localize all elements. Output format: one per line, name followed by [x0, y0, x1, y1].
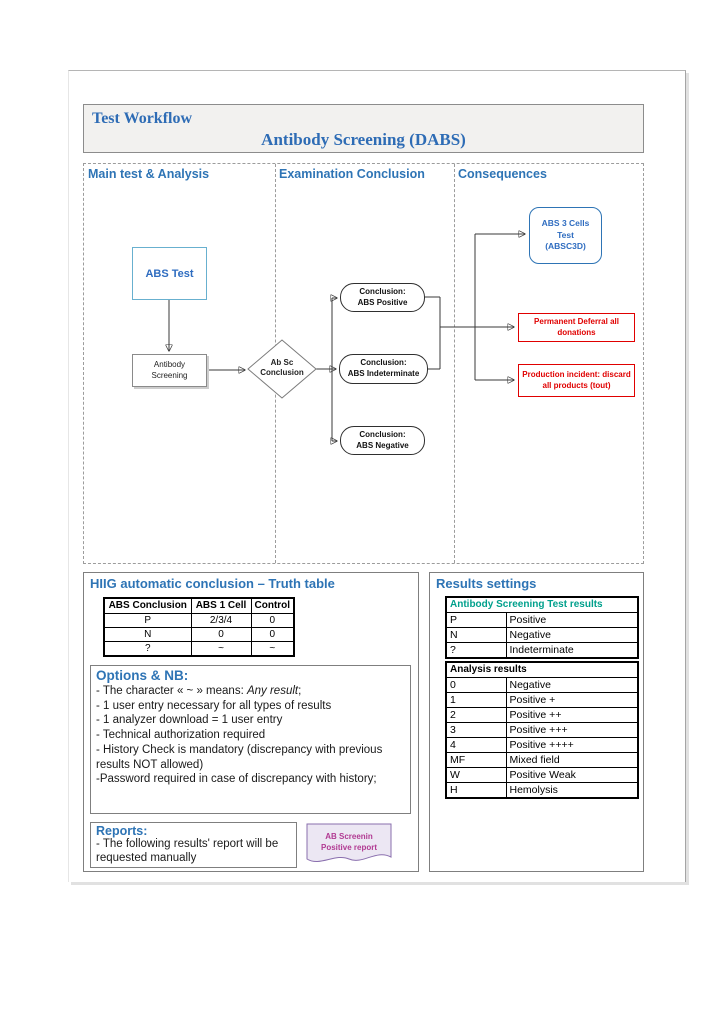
- analysis-results-table: [445, 661, 639, 799]
- truth-table-header-row: [104, 598, 294, 613]
- truth-header-abs-conclusion: ABS Conclusion: [104, 598, 191, 613]
- node-conclusion-negative: Conclusion: ABS Negative: [340, 426, 425, 455]
- options-nb-box: [90, 665, 411, 814]
- workflow-diagram: [83, 163, 644, 564]
- reports-box: [90, 822, 297, 868]
- column-header-exam-conclusion: Examination Conclusion: [279, 167, 425, 181]
- table-row: P Positive: [446, 612, 638, 627]
- node-abs-3-cells-test: ABS 3 Cells Test (ABSC3D): [529, 207, 602, 264]
- options-line: - 1 user entry necessary for all types of results: [96, 699, 332, 712]
- page-subtitle: Antibody Screening (DABS): [261, 130, 466, 149]
- table-row: MF Mixed field: [446, 752, 638, 767]
- table-row: ? ~ ~: [104, 641, 294, 656]
- document-page: [68, 70, 686, 882]
- table-row: 2 Positive ++: [446, 707, 638, 722]
- options-line: - History Check is mandatory (discrepancy with previous results NOT allowed): [96, 743, 383, 771]
- node-abs-test: ABS Test: [132, 247, 207, 300]
- table-row: 3 Positive +++: [446, 722, 638, 737]
- options-line: - 1 analyzer download = 1 user entry: [96, 714, 283, 727]
- options-line-tilde: - The character « ~ » means: Any result;: [96, 685, 302, 697]
- table-row: N 0 0: [104, 627, 294, 641]
- table-row: W Positive Weak: [446, 767, 638, 782]
- report-document-shape: [306, 823, 392, 868]
- table-row: N Negative: [446, 627, 638, 642]
- options-line: -Password required in case of discrepancy with history;: [96, 773, 377, 786]
- analysis-results-header: Analysis results: [446, 662, 638, 677]
- node-conclusion-positive: Conclusion: ABS Positive: [340, 283, 425, 312]
- reports-body: - The following results' report will be requested manually: [96, 838, 279, 864]
- table-row: H Hemolysis: [446, 782, 638, 798]
- results-settings-title: Results settings: [436, 576, 537, 591]
- options-title: Options & NB:: [96, 668, 189, 683]
- table-header-row: [446, 597, 638, 612]
- table-row: 4 Positive ++++: [446, 737, 638, 752]
- reports-title: Reports:: [96, 824, 148, 838]
- results-settings-panel: [429, 572, 644, 872]
- truth-header-control: Control: [251, 598, 294, 613]
- node-conclusion-indeterminate: Conclusion: ABS Indeterminate: [339, 354, 428, 384]
- column-header-consequences: Consequences: [458, 167, 547, 181]
- node-antibody-screening: Antibody Screening: [132, 354, 207, 387]
- table-row: P 2/3/4 0: [104, 613, 294, 627]
- column-header-main-test: Main test & Analysis: [88, 167, 210, 181]
- node-production-incident: Production incident: discard all products (tout): [518, 364, 635, 397]
- decision-label: Ab Sc Conclusion: [260, 358, 304, 378]
- report-doc-label: AB Screenin Positive report: [320, 832, 377, 853]
- truth-table: [103, 597, 295, 657]
- test-results-table: [445, 596, 639, 659]
- hiig-title: HIIG automatic conclusion – Truth table: [90, 576, 335, 591]
- node-permanent-deferral: Permanent Deferral all donations: [518, 313, 635, 342]
- table-row: 1 Positive +: [446, 692, 638, 707]
- options-line: - Technical authorization required: [96, 729, 266, 742]
- test-results-header: Antibody Screening Test results: [446, 597, 638, 612]
- table-row: 0 Negative: [446, 677, 638, 692]
- truth-header-abs-1-cell: ABS 1 Cell: [191, 598, 251, 613]
- title-banner: [83, 104, 644, 153]
- table-header-row: [446, 662, 638, 677]
- table-row: ? Indeterminate: [446, 642, 638, 658]
- hiig-panel: [83, 572, 419, 872]
- page-title: Test Workflow: [92, 110, 193, 127]
